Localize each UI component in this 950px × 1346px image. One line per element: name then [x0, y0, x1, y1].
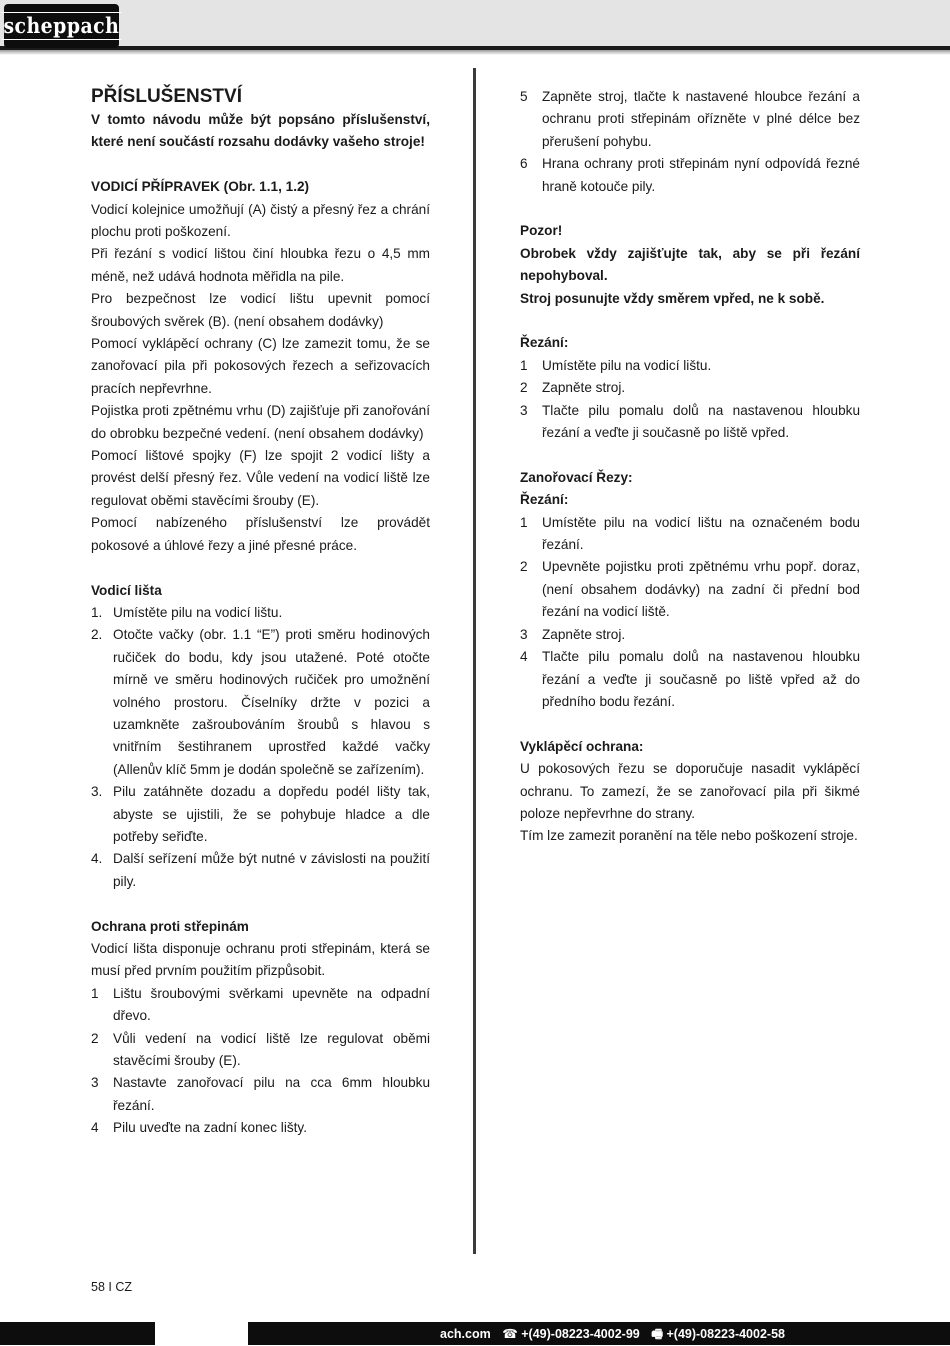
guide-paragraph: Pomocí vyklápěcí ochrany (C) lze zamezit tomu, že se zanořovací pila při pokosových řezech a seřizovacích pracích nepřevrhne.: [91, 336, 430, 396]
list-number: 3: [520, 626, 528, 642]
list-number: 6: [520, 156, 528, 172]
list-item: [91, 983, 430, 1028]
guide-paragraph: Pro bezpečnost lze vodicí lištu upevnit pomocí šroubových svěrek (B). (není obsahem dodávky): [91, 291, 430, 329]
list-number: 2: [520, 559, 528, 575]
guide-paragraph: Pomocí lištové spojky (F) lze spojit 2 vodicí lišty a provést delší přesný řez. Vůle vedení na vodicí liště lze regulovat oběmi stavěcími šrouby (E).: [91, 448, 430, 508]
list-text: Další seřízení může být nutné v závislosti na použití pily.: [113, 851, 430, 889]
list-item: [520, 556, 860, 623]
list-text: Pilu zatáhněte dozadu a dopředu podél lišty tak, abyste se ujistili, že se pohybuje hladce a dle potřeby seřiďte.: [113, 784, 430, 844]
column-divider: [473, 68, 476, 1254]
splinter-heading: Ochrana proti střepinám: [91, 918, 249, 934]
list-text: Zapněte stroj.: [542, 626, 626, 642]
guide-paragraph: Pojistka proti zpětnému vrhu (D) zajišťuje při zanořování do obrobku bezpečné vedení. (není obsahem dodávky): [91, 403, 430, 441]
cutting-heading: Řezání:: [520, 335, 569, 351]
list-item: [520, 377, 860, 399]
list-item: [91, 1072, 430, 1117]
list-item: [520, 512, 860, 557]
footer-phone: ☎ +(49)-08223-4002-99: [502, 1327, 640, 1341]
list-number: 1: [91, 985, 99, 1001]
footer-gap: [155, 1322, 248, 1345]
list-text: Umístěte pilu na vodicí lištu.: [542, 357, 712, 373]
list-text: Vůli vedení na vodicí liště lze regulovat oběmi stavěcími šrouby (E).: [113, 1030, 430, 1069]
header-shadow: [0, 50, 950, 55]
warning-text: Stroj posunujte vždy směrem vpřed, ne k sobě.: [520, 290, 825, 306]
splinter-intro: Vodicí lišta disponuje ochranu proti střepinám, která se musí před prvním použitím přizpůsobit.: [91, 940, 430, 979]
plunge-subheading: Řezání:: [520, 492, 569, 508]
list-text: Zapněte stroj, tlačte k nastavené hloubce řezání a ochranu proti střepinám ořízněte v plné délce bez přerušení pohybu.: [542, 89, 860, 149]
list-item: [91, 848, 430, 893]
list-text: Tlačte pilu pomalu dolů na nastavenou hloubku řezání a veďte ji současně po liště vpřed.: [542, 402, 860, 441]
right-column: [520, 86, 860, 848]
footer-contact: [440, 1325, 793, 1346]
list-item: [520, 646, 860, 713]
page-number: 58 I CZ: [91, 1280, 132, 1294]
tilt-paragraph: Tím lze zamezit poranění na těle nebo poškození stroje.: [520, 828, 858, 844]
list-text: Umístěte pilu na vodicí lištu na označeném bodu řezání.: [542, 514, 860, 553]
warning-text: Obrobek vždy zajišťujte tak, aby se při řezání nepohyboval.: [520, 245, 860, 284]
list-number: 1: [520, 514, 528, 530]
footer-fax: 🖷 +(49)-08223-4002-58: [651, 1327, 785, 1341]
list-item: [91, 602, 430, 624]
list-text: Pilu uveďte na zadní konec lišty.: [113, 1120, 307, 1136]
intro-note: V tomto návodu může být popsáno příslušenství, které není součástí rozsahu dodávky vašeho stroje!: [91, 112, 430, 150]
list-item: [520, 86, 860, 153]
list-number: 4: [91, 1120, 99, 1136]
logo-text: scheppach: [3, 13, 120, 38]
list-item: [520, 355, 860, 377]
left-column: [91, 86, 430, 1140]
list-number: 3: [91, 1075, 99, 1091]
list-text: Lištu šroubovými svěrkami upevněte na odpadní dřevo.: [113, 985, 430, 1024]
warning-title: Pozor!: [520, 223, 563, 239]
page-header: [0, 0, 950, 50]
list-number: 4: [520, 649, 528, 665]
tilt-paragraph: U pokosových řezu se doporučuje nasadit vyklápěcí ochranu. To zamezí, že se zanořovací pila při šikmé poloze nepřevrhne do strany.: [520, 761, 860, 821]
list-text: Tlačte pilu pomalu dolů na nastavenou hloubku řezání a veďte ji současně po liště vpřed až do předního bodu řezání.: [542, 649, 860, 709]
list-item: [91, 1028, 430, 1073]
list-number: 1: [520, 357, 528, 373]
list-number: 3.: [91, 784, 103, 800]
list-text: Hrana ochrany proti střepinám nyní odpovídá řezné hraně kotouče pily.: [542, 156, 860, 194]
guide-heading: VODICÍ PŘÍPRAVEK (Obr. 1.1, 1.2): [91, 179, 310, 195]
list-number: 2.: [91, 627, 103, 643]
list-number: 5: [520, 89, 528, 104]
rail-heading: Vodicí lišta: [91, 582, 162, 598]
tilt-heading: Vyklápěcí ochrana:: [520, 738, 644, 754]
list-text: Nastavte zanořovací pilu na cca 6mm hloubku řezání.: [113, 1075, 430, 1113]
list-number: 4.: [91, 851, 103, 867]
brand-logo: [4, 4, 119, 48]
list-number: 3: [520, 402, 528, 418]
list-number: 1.: [91, 604, 103, 620]
section-title: PŘÍSLUŠENSTVÍ: [91, 86, 242, 107]
list-item: [91, 781, 430, 848]
guide-paragraph: Pomocí nabízeného příslušenství lze provádět pokosové a úhlové řezy a jiné přesné práce.: [91, 515, 430, 553]
list-number: 2: [520, 380, 528, 396]
list-item: [91, 624, 430, 781]
list-item: [520, 153, 860, 198]
guide-paragraph: Při řezání s vodicí lištou činí hloubka řezu o 4,5 mm méně, než udává hodnota měřidla na pile.: [91, 246, 430, 284]
list-text: Zapněte stroj.: [542, 380, 626, 396]
page-footer: [0, 1322, 950, 1345]
list-number: 2: [91, 1030, 99, 1046]
guide-paragraph: Vodicí kolejnice umožňují (A) čistý a přesný řez a chrání plochu proti poškození.: [91, 201, 430, 240]
plunge-heading: Zanořovací Řezy:: [520, 469, 633, 485]
list-item: [520, 400, 860, 445]
list-text: Otočte vačky (obr. 1.1 “E”) proti směru hodinových ručiček do bodu, kdy jsou utažené. Poté otočte mírně ve směru hodinových ručiček pro umožnění volného prostoru. Číselníky držte v pozici a uzamkněte zašroubováním šroubů s hlavou s vnitřním šestihranem uprostřed každé vačky (Allenův klíč 5mm je dodán společně se zařízením).: [113, 627, 430, 777]
list-item: [520, 624, 860, 646]
list-item: [91, 1117, 430, 1139]
list-text: Umístěte pilu na vodicí lištu.: [113, 604, 283, 620]
list-text: Upevněte pojistku proti zpětnému vrhu popř. doraz, (není obsahem dodávky) na zadní či přední bod řezání na vodicí liště.: [542, 559, 860, 620]
footer-website: ach.com: [440, 1327, 491, 1341]
